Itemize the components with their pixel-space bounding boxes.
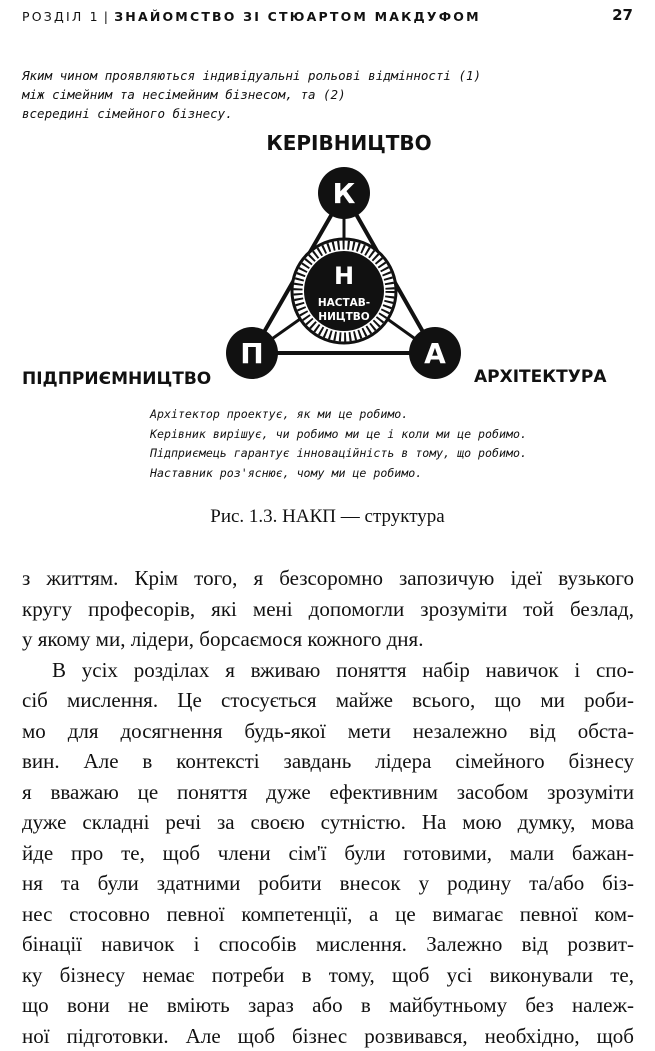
body-line: В усіх розділах я вживаю поняття набір навичок і спо- <box>22 655 634 686</box>
body-line: у якому ми, лідери, борсаємося кожного дня. <box>22 624 634 655</box>
center-label-line1: НАСТАВ- <box>318 297 370 309</box>
figure-caption: Рис. 1.3. НАКП — структура <box>0 506 655 528</box>
chapter-title: ЗНАЙОМСТВО ЗІ СТЮАРТОМ МАКДУФОМ <box>114 9 481 24</box>
role-label-top: КЕРІВНИЦТВО <box>266 131 431 155</box>
body-line: вин. Але в контексті завдань лідера сімейного бізнесу <box>22 746 634 777</box>
body-line: сіб мислення. Це стосується майже всього, що ми роби- <box>22 685 634 716</box>
legend-line: Керівник вирішує, чи робимо ми це і коли ми це робимо. <box>150 425 527 445</box>
body-line: ня та були здатними робити внесок у родину та/або біз- <box>22 868 634 899</box>
body-line: дуже складні речі за своєю сутністю. На мою думку, мова <box>22 807 634 838</box>
question-line: між сімейним та несімейним бізнесом, та (2) <box>22 85 502 104</box>
body-line: нес стосовно певної компетенції, а це вимагає певної ком- <box>22 899 634 930</box>
page-number: 27 <box>612 6 633 24</box>
center-label-line2: НИЦТВО <box>318 311 369 323</box>
body-line: що вони не вміють зараз або в майбутньому без належ- <box>22 990 634 1021</box>
node-right-letter: А <box>424 337 446 370</box>
node-left-letter: П <box>240 337 263 370</box>
body-text <box>22 563 634 1051</box>
body-line: мо для досягнення будь-якої мети незалежно від обста- <box>22 716 634 747</box>
legend-line: Архітектор проектує, як ми це робимо. <box>150 405 527 425</box>
body-line: бінації навичок і способів мислення. Залежно від розвит- <box>22 929 634 960</box>
question-line: всередині сімейного бізнесу. <box>22 104 502 123</box>
figure-legend <box>150 405 527 483</box>
center-letter: Н <box>334 262 354 290</box>
role-label-left: ПІДПРИЄМНИЦТВО <box>22 369 211 389</box>
header-separator: | <box>104 9 110 24</box>
legend-line: Підприємець гарантує інноваційність в тому, що робимо. <box>150 444 527 464</box>
question-line: Яким чином проявляються індивідуальні рольові відмінності (1) <box>22 66 502 85</box>
body-line: ної підготовки. Але щоб бізнес розвивався, необхідно, щоб <box>22 1021 634 1051</box>
role-label-right: АРХІТЕКТУРА <box>474 367 607 387</box>
body-line: йде про те, щоб члени сім'ї були готовими, мали бажан- <box>22 838 634 869</box>
section-label: РОЗДІЛ 1 <box>22 9 100 24</box>
body-line: ку бізнесу немає потреби в тому, щоб усі виконували те, <box>22 960 634 991</box>
body-line: я вважаю це поняття дуже ефективним засобом зрозуміти <box>22 777 634 808</box>
body-line: з життям. Крім того, я безсоромно запозичую ідеї вузького <box>22 563 634 594</box>
legend-line: Наставник роз'яснює, чому ми це робимо. <box>150 464 527 484</box>
node-top-letter: К <box>333 177 356 210</box>
body-line: кругу професорів, які мені допомогли зрозуміти той безлад, <box>22 594 634 625</box>
